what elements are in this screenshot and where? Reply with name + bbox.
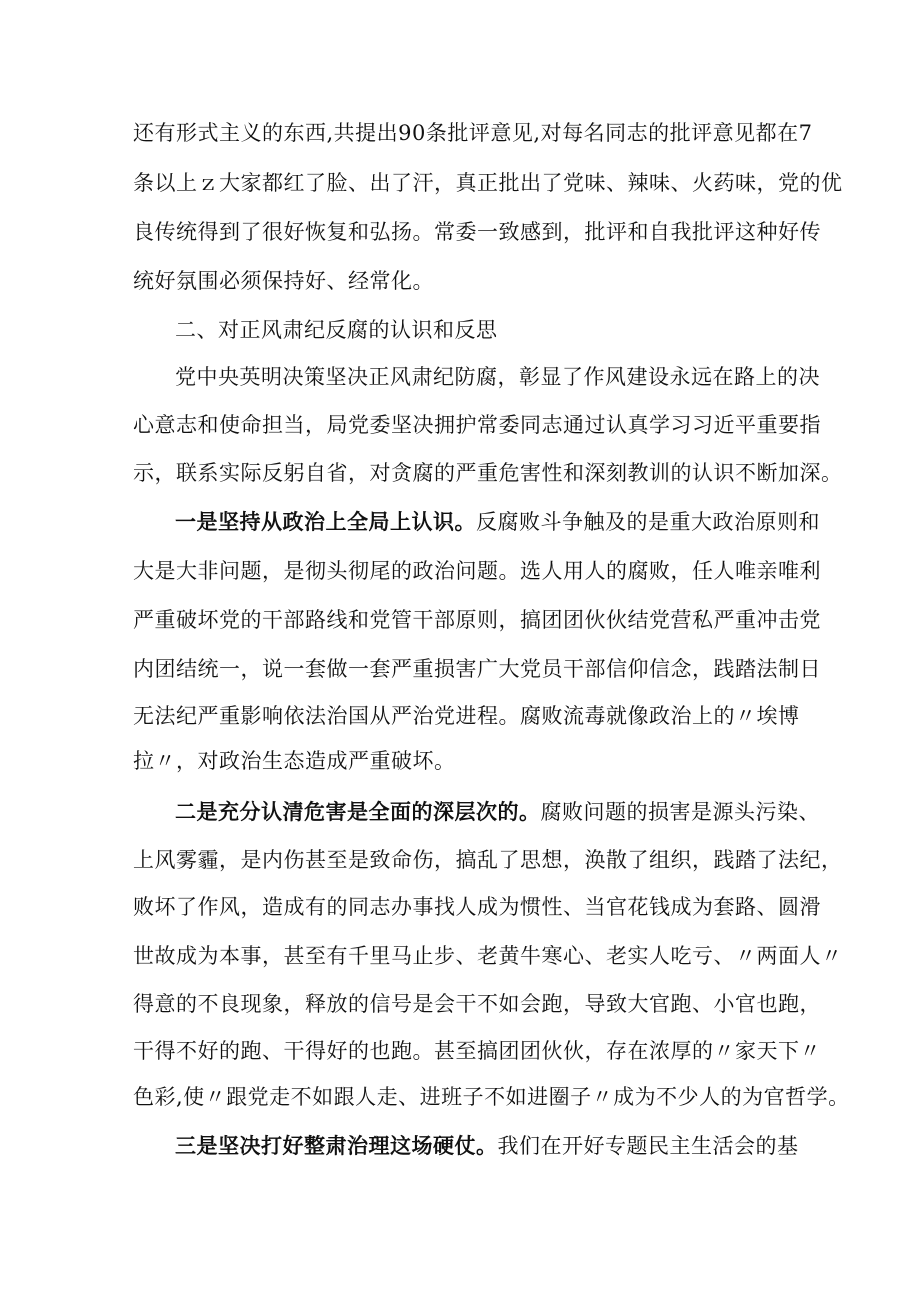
paragraph-3-line-1 [175,507,855,537]
paragraph-4-line-3: 败坏了作风，造成有的同志办事找人成为惯性、当官花钱成为套路、圆滑 [133,895,821,919]
paragraph-4-line-7: 色彩,使〃跟党走不如跟人走、进班子不如进圈子〃成为不少人的为官哲学。 [133,1085,850,1109]
paragraph-5-lead: 三是坚决打好整肃治理这场硬仗。 [175,1133,498,1158]
paragraph-4-line-1 [175,797,855,827]
paragraph-1-line-3: 良传统得到了很好恢复和弘扬。常委一致感到，批评和自我批评这种好传 [133,220,821,244]
paragraph-3-line-4: 内团结统一，说一套做一套严重损害广大党员干部信仰信念，践踏法制日 [133,657,821,681]
section-heading: 二、对正风肃纪反腐的认识和反思 [175,318,498,342]
paragraph-4-line-2: 上风雾霾，是内伤甚至是致命伤，搞乱了思想，涣散了组织，践踏了法纪， [133,848,843,872]
paragraph-4-line-4: 世故成为本事，甚至有千里马止步、老黄牛寒心、老实人吃亏、〃两面人〃 [133,944,843,968]
paragraph-3-lead: 一是坚持从政治上全局上认识。 [175,509,476,534]
paragraph-5-first-rest: 我们在开好专题民主生活会的基 [497,1134,799,1158]
paragraph-3-line-5: 无法纪严重影响依法治国从严治党进程。腐败流毒就像政治上的〃埃博 [133,704,800,728]
paragraph-3-line-6: 拉〃，对政治生态造成严重破坏。 [133,749,456,773]
paragraph-4-first-rest: 腐败问题的损害是源头污染、 [540,800,820,824]
paragraph-1-line-4: 统好氛围必须保持好、经常化。 [133,269,434,293]
paragraph-2-line-2: 心意志和使命担当，局党委坚决拥护常委同志通过认真学习习近平重要指 [133,413,821,437]
paragraph-3-line-2: 大是大非问题，是彻头彻尾的政治问题。选人用人的腐败，任人唯亲唯利 [133,559,821,583]
paragraph-3-first-rest: 反腐败斗争触及的是重大政治原则和 [476,510,820,534]
paragraph-2-line-1: 党中央英明决策坚决正风肃纪防腐，彰显了作风建设永远在路上的决 [175,365,820,389]
paragraph-1-line-1: 还有形式主义的东西,共提出90条批评意见,对每名同志的批评意见都在7 [133,121,813,145]
paragraph-1-line-2: 条以上ｚ大家都红了脸、出了汗，真正批出了党味、辣味、火药味，党的优 [133,171,843,195]
paragraph-2-line-3: 示，联系实际反躬自省，对贪腐的严重危害性和深刻教训的认识不断加深。 [133,461,843,485]
paragraph-4-lead: 二是充分认清危害是全面的深层次的。 [175,799,541,824]
paragraph-4-line-6: 干得不好的跑、干得好的也跑。甚至搞团团伙伙，存在浓厚的〃家天下〃 [133,1039,821,1063]
paragraph-3-line-3: 严重破坏党的干部路线和党管干部原则，搞团团伙伙结党营私严重冲击党 [133,608,821,632]
paragraph-4-line-5: 得意的不良现象，释放的信号是会干不如会跑，导致大官跑、小官也跑， [133,992,821,1016]
paragraph-5-line-1 [175,1131,855,1161]
